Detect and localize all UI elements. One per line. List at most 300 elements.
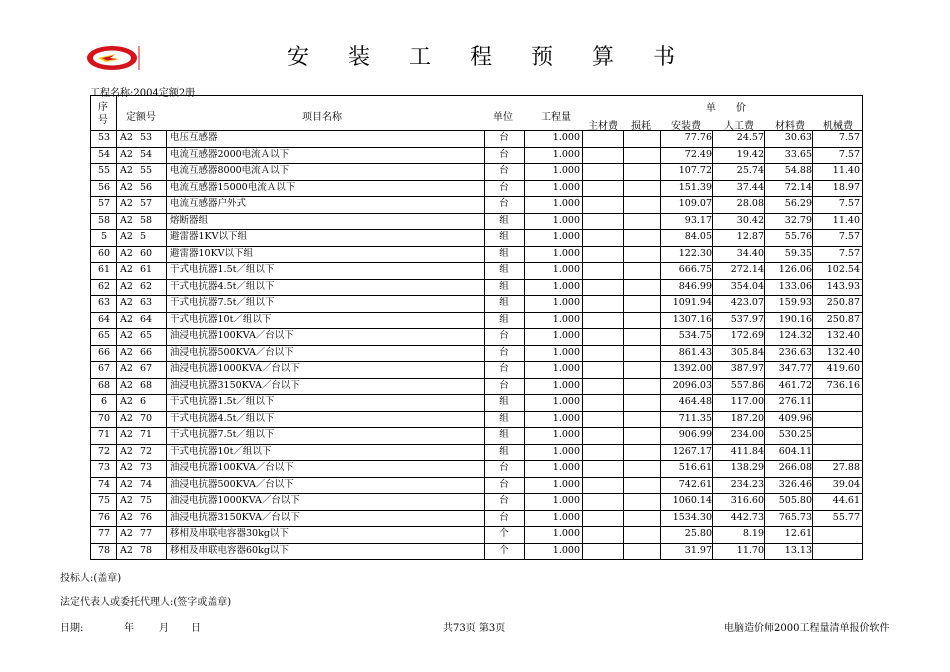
cell-install: 464.48: [678, 396, 712, 407]
table-row: [90, 295, 863, 312]
cell-install: 122.30: [678, 247, 712, 259]
cell-name: 油浸电抗器1000KVA／台以下: [170, 363, 300, 374]
table-row: [90, 460, 863, 477]
cell-name: 油浸电抗器100KVA／台以下: [170, 462, 294, 473]
cell-code-b: 78: [140, 544, 153, 556]
row-divider: [90, 394, 863, 395]
table-row: [90, 147, 863, 164]
row-divider: [90, 378, 863, 379]
header-seq: 序 号: [98, 102, 108, 126]
cell-code-b: 5: [140, 231, 147, 242]
cell-install: 93.17: [684, 214, 712, 226]
cell-material: 33.65: [784, 148, 812, 160]
cell-code-b: 72: [140, 445, 153, 457]
cell-machine: 132.40: [826, 346, 860, 358]
cell-install: 534.75: [678, 330, 712, 341]
cell-seq: 54: [97, 148, 111, 160]
cell-material: 59.35: [784, 247, 812, 259]
cell-seq: 72: [97, 445, 111, 457]
date-month: 月: [159, 623, 169, 634]
cell-seq: 60: [97, 247, 111, 259]
cell-name: 电流互感器8000电流Ａ以下: [170, 165, 290, 176]
cell-unit: 台: [499, 148, 509, 160]
row-divider: [90, 196, 863, 197]
cell-material: 133.06: [778, 280, 812, 292]
cell-qty: 1.000: [552, 247, 580, 259]
cell-seq: 58: [97, 214, 111, 226]
cell-labor: 28.08: [736, 198, 764, 209]
column-divider: [116, 95, 117, 560]
cell-material: 326.46: [778, 478, 812, 490]
cell-seq: 71: [97, 429, 111, 440]
cell-seq: 66: [97, 346, 111, 358]
cell-install: 1307.16: [672, 313, 712, 325]
cell-labor: 537.97: [730, 313, 764, 325]
cell-qty: 1.000: [552, 478, 580, 490]
cell-code-a: A2: [120, 511, 133, 523]
bidder-label: 投标人:(盖章): [60, 573, 122, 584]
cell-install: 711.35: [678, 412, 712, 424]
cell-labor: 34.40: [736, 247, 764, 259]
cell-seq: 74: [97, 478, 111, 490]
cell-labor: 442.73: [730, 511, 764, 523]
cell-code-a: A2: [120, 264, 133, 275]
cell-material: 30.63: [784, 132, 812, 143]
cell-machine: 736.16: [826, 379, 860, 391]
table-row: [90, 510, 863, 527]
cell-install: 666.75: [678, 264, 712, 275]
cell-labor: 117.00: [730, 396, 764, 407]
project-name: 工程名称:2004定额2册: [90, 88, 196, 99]
header-code: 定额号: [126, 112, 156, 123]
cell-labor: 8.19: [742, 528, 764, 539]
cell-qty: 1.000: [552, 528, 580, 539]
table-row: [90, 312, 863, 329]
cell-qty: 1.000: [552, 264, 580, 275]
cell-seq: 76: [97, 511, 111, 523]
cell-labor: 557.86: [730, 379, 764, 391]
cell-code-b: 55: [140, 165, 153, 176]
cell-labor: 316.60: [730, 495, 764, 506]
cell-name: 油浸电抗器3150KVA／台以下: [170, 379, 300, 391]
cell-install: 25.80: [684, 528, 712, 539]
table-row: [90, 180, 863, 197]
cell-unit: 台: [499, 363, 509, 374]
cell-qty: 1.000: [552, 429, 580, 440]
cell-name: 移相及串联电容器30kg以下: [170, 528, 289, 539]
row-divider: [90, 361, 863, 362]
cell-machine: 44.61: [832, 495, 860, 506]
representative-label: 法定代表人或委托代理人:(签字或盖章): [60, 597, 232, 608]
cell-code-b: 61: [140, 264, 153, 275]
cell-code-b: 62: [140, 280, 153, 292]
table-row: [90, 345, 863, 362]
cell-machine: 39.04: [832, 478, 860, 490]
cell-material: 530.25: [778, 429, 812, 440]
cell-unit: 组: [499, 313, 509, 325]
header-name: 项目名称: [302, 112, 342, 123]
column-divider: [582, 130, 583, 560]
cell-material: 159.93: [778, 297, 812, 308]
cell-code-a: A2: [120, 313, 133, 325]
date-year: 年: [124, 623, 134, 634]
row-divider: [90, 312, 863, 313]
header-install: 安装费: [671, 121, 701, 132]
table-row: [90, 130, 863, 147]
table-row: [90, 394, 863, 411]
cell-code-b: 76: [140, 511, 153, 523]
cell-code-a: A2: [120, 544, 133, 556]
cell-seq: 63: [97, 297, 111, 308]
cell-code-b: 67: [140, 363, 153, 374]
cell-qty: 1.000: [552, 330, 580, 341]
header-unit: 单位: [493, 112, 513, 123]
table-row: [90, 493, 863, 510]
cell-name: 油浸电抗器500KVA／台以下: [170, 478, 294, 490]
cell-labor: 24.57: [736, 132, 764, 143]
cell-code-b: 60: [140, 247, 153, 259]
cell-material: 461.72: [778, 379, 812, 391]
cell-material: 32.79: [784, 214, 812, 226]
table-row: [90, 279, 863, 296]
cell-labor: 25.74: [736, 165, 764, 176]
row-divider: [90, 345, 863, 346]
row-divider: [90, 543, 863, 544]
cell-code-b: 64: [140, 313, 153, 325]
cell-unit: 台: [499, 511, 509, 523]
cell-qty: 1.000: [552, 544, 580, 556]
cell-machine: 7.57: [838, 247, 860, 259]
cell-name: 电流互感器15000电流Ａ以下: [170, 181, 296, 193]
cell-machine: 132.40: [826, 330, 860, 341]
header-machine: 机械费: [823, 121, 853, 132]
cell-seq: 73: [97, 462, 111, 473]
cell-seq: 64: [97, 313, 111, 325]
row-divider: [90, 229, 863, 230]
column-divider: [660, 130, 661, 560]
table-row: [90, 229, 863, 246]
header-qty: 工程量: [541, 112, 571, 123]
cell-seq: 62: [97, 280, 111, 292]
header-material: 材料费: [775, 121, 805, 132]
cell-qty: 1.000: [552, 379, 580, 391]
row-divider: [90, 246, 863, 247]
cell-install: 84.05: [684, 231, 712, 242]
cell-install: 151.39: [678, 181, 712, 193]
cell-unit: 台: [499, 346, 509, 358]
cell-material: 54.88: [784, 165, 812, 176]
cell-machine: 7.57: [838, 198, 860, 209]
cell-code-a: A2: [120, 132, 133, 143]
cell-code-a: A2: [120, 280, 133, 292]
cell-unit: 个: [499, 528, 509, 539]
cell-seq: 65: [97, 330, 111, 341]
cell-material: 126.06: [778, 264, 812, 275]
row-divider: [90, 493, 863, 494]
row-divider: [90, 328, 863, 329]
cell-install: 516.61: [678, 462, 712, 473]
cell-machine: 102.54: [826, 264, 860, 275]
cell-machine: 7.57: [838, 231, 860, 242]
cell-name: 熔断器组: [170, 214, 209, 226]
cell-code-a: A2: [120, 247, 133, 259]
table-row: [90, 196, 863, 213]
row-divider: [90, 262, 863, 263]
cell-name: 油浸电抗器3150KVA／台以下: [170, 511, 300, 523]
cell-unit: 台: [499, 478, 509, 490]
cell-machine: 11.40: [832, 214, 860, 226]
cell-install: 1267.17: [672, 445, 712, 457]
cell-code-b: 54: [140, 148, 153, 160]
cell-install: 31.97: [684, 544, 712, 556]
cell-name: 电流互感器2000电流Ａ以下: [170, 148, 290, 160]
cell-name: 避雷器1KV以下组: [170, 231, 248, 242]
cell-material: 276.11: [778, 396, 812, 407]
cell-install: 742.61: [678, 478, 712, 490]
cell-install: 72.49: [684, 148, 712, 160]
cell-code-b: 77: [140, 528, 153, 539]
cell-install: 1091.94: [672, 297, 712, 308]
cell-name: 干式电抗器7.5t／组以下: [170, 297, 275, 308]
cell-install: 107.72: [678, 165, 712, 176]
cell-machine: 27.88: [832, 462, 860, 473]
cell-unit: 组: [499, 445, 509, 457]
cell-machine: 55.77: [832, 511, 860, 523]
page-title: 安 装 工 程 预 算 书: [287, 45, 691, 70]
cell-code-a: A2: [120, 148, 133, 160]
cell-install: 2096.03: [672, 379, 712, 391]
cell-install: 77.76: [684, 132, 712, 143]
cell-code-a: A2: [120, 181, 133, 193]
table-row: [90, 163, 863, 180]
cell-qty: 1.000: [552, 132, 580, 143]
cell-name: 避雷器10KV以下组: [170, 247, 254, 259]
cell-seq: 61: [97, 264, 111, 275]
cell-code-a: A2: [120, 462, 133, 473]
cell-qty: 1.000: [552, 396, 580, 407]
cell-unit: 组: [499, 429, 509, 440]
cell-material: 409.96: [778, 412, 812, 424]
cell-qty: 1.000: [552, 363, 580, 374]
cell-unit: 组: [499, 396, 509, 407]
table-row: [90, 543, 863, 560]
table-row: [90, 477, 863, 494]
cell-labor: 172.69: [730, 330, 764, 341]
cell-unit: 组: [499, 280, 509, 292]
row-divider: [90, 444, 863, 445]
cell-material: 765.73: [778, 511, 812, 523]
cell-name: 干式电抗器4.5t／组以下: [170, 412, 275, 424]
cell-unit: 组: [499, 412, 509, 424]
cell-name: 油浸电抗器1000KVA／台以下: [170, 495, 300, 506]
cell-code-b: 63: [140, 297, 153, 308]
cell-material: 347.77: [778, 363, 812, 374]
cell-code-b: 68: [140, 379, 153, 391]
cell-code-a: A2: [120, 346, 133, 358]
cell-machine: 419.60: [826, 363, 860, 374]
cell-code-a: A2: [120, 330, 133, 341]
cell-qty: 1.000: [552, 346, 580, 358]
cell-code-b: 6: [140, 396, 147, 407]
cell-unit: 台: [499, 379, 509, 391]
cell-qty: 1.000: [552, 462, 580, 473]
cell-machine: 250.87: [826, 313, 860, 325]
cell-qty: 1.000: [552, 231, 580, 242]
cell-machine: 143.93: [826, 280, 860, 292]
cell-code-a: A2: [120, 412, 133, 424]
cell-install: 861.43: [678, 346, 712, 358]
table-row: [90, 526, 863, 543]
cell-qty: 1.000: [552, 297, 580, 308]
cell-material: 190.16: [778, 313, 812, 325]
cell-labor: 187.20: [730, 412, 764, 424]
cell-install: 1392.00: [672, 363, 712, 374]
cell-qty: 1.000: [552, 181, 580, 193]
cell-seq: 5: [100, 231, 108, 242]
cell-unit: 组: [499, 264, 509, 275]
cell-qty: 1.000: [552, 198, 580, 209]
table-row: [90, 427, 863, 444]
cell-name: 油浸电抗器500KVA／台以下: [170, 346, 294, 358]
row-divider: [90, 460, 863, 461]
header-labor: 人工费: [724, 121, 754, 132]
cell-name: 干式电抗器10t／组以下: [170, 313, 272, 325]
cell-code-a: A2: [120, 165, 133, 176]
cell-unit: 台: [499, 181, 509, 193]
cell-code-a: A2: [120, 445, 133, 457]
cell-name: 电压互感器: [170, 132, 218, 143]
cell-name: 干式电抗器7.5t／组以下: [170, 429, 275, 440]
cell-name: 干式电抗器10t／组以下: [170, 445, 272, 457]
cell-code-b: 71: [140, 429, 153, 440]
column-divider: [166, 130, 167, 560]
cell-labor: 234.00: [730, 429, 764, 440]
cell-code-b: 56: [140, 181, 153, 193]
column-divider: [484, 130, 485, 560]
cell-name: 移相及串联电容器60kg以下: [170, 544, 289, 556]
cell-code-a: A2: [120, 231, 133, 242]
cell-unit: 台: [499, 462, 509, 473]
cell-material: 13.13: [784, 544, 812, 556]
cell-material: 72.14: [784, 181, 812, 193]
cell-material: 604.11: [778, 445, 812, 457]
cell-code-b: 66: [140, 346, 153, 358]
cell-code-a: A2: [120, 214, 133, 226]
table-row: [90, 378, 863, 395]
cell-seq: 67: [97, 363, 111, 374]
row-divider: [90, 295, 863, 296]
cell-material: 12.61: [784, 528, 812, 539]
cell-material: 56.29: [784, 198, 812, 209]
cell-labor: 37.44: [736, 181, 764, 193]
cell-material: 236.63: [778, 346, 812, 358]
cell-code-b: 57: [140, 198, 153, 209]
cell-labor: 138.29: [730, 462, 764, 473]
cell-labor: 387.97: [730, 363, 764, 374]
column-divider: [812, 130, 813, 560]
cell-code-a: A2: [120, 396, 133, 407]
cell-qty: 1.000: [552, 214, 580, 226]
row-divider: [90, 510, 863, 511]
cell-seq: 78: [97, 544, 111, 556]
cell-code-b: 73: [140, 462, 153, 473]
cell-install: 846.99: [678, 280, 712, 292]
cell-qty: 1.000: [552, 495, 580, 506]
cell-qty: 1.000: [552, 148, 580, 160]
cell-unit: 组: [499, 247, 509, 259]
cell-code-a: A2: [120, 363, 133, 374]
cell-install: 906.99: [678, 429, 712, 440]
cell-labor: 12.87: [736, 231, 764, 242]
header-unit-price: 单 价: [706, 103, 746, 114]
table-row: [90, 213, 863, 230]
cell-seq: 55: [97, 165, 111, 176]
cell-labor: 19.42: [736, 148, 764, 160]
cell-machine: 250.87: [826, 297, 860, 308]
cell-labor: 305.84: [730, 346, 764, 358]
column-divider: [524, 130, 525, 560]
cell-unit: 个: [499, 544, 509, 556]
cell-code-a: A2: [120, 198, 133, 209]
cell-code-a: A2: [120, 495, 133, 506]
cell-labor: 411.84: [730, 445, 764, 457]
budget-table: [90, 95, 863, 560]
row-divider: [90, 411, 863, 412]
cell-seq: 6: [100, 396, 108, 407]
cell-unit: 台: [499, 495, 509, 506]
cell-qty: 1.000: [552, 165, 580, 176]
table-row: [90, 328, 863, 345]
cell-code-a: A2: [120, 379, 133, 391]
cell-seq: 53: [97, 132, 111, 143]
cell-material: 505.80: [778, 495, 812, 506]
cell-install: 1534.30: [672, 511, 712, 523]
cell-labor: 423.07: [730, 297, 764, 308]
cell-code-b: 75: [140, 495, 153, 506]
cell-name: 干式电抗器1.5t／组以下: [170, 264, 275, 275]
cell-code-b: 65: [140, 330, 153, 341]
cell-labor: 234.23: [730, 478, 764, 490]
cell-unit: 组: [499, 297, 509, 308]
row-divider: [90, 477, 863, 478]
header-loss: 损耗: [631, 121, 651, 132]
table-row: [90, 411, 863, 428]
cell-code-a: A2: [120, 429, 133, 440]
cell-name: 电流互感器户外式: [170, 198, 247, 209]
header-divider: [90, 130, 863, 131]
cell-name: 干式电抗器4.5t／组以下: [170, 280, 275, 292]
cell-unit: 台: [499, 330, 509, 341]
cell-code-a: A2: [120, 297, 133, 308]
cell-machine: 7.57: [838, 148, 860, 160]
cell-name: 干式电抗器1.5t／组以下: [170, 396, 275, 407]
cell-qty: 1.000: [552, 280, 580, 292]
cell-code-b: 58: [140, 214, 153, 226]
cell-seq: 75: [97, 495, 111, 506]
cell-seq: 77: [97, 528, 111, 539]
row-divider: [90, 279, 863, 280]
row-divider: [90, 147, 863, 148]
cell-unit: 台: [499, 165, 509, 176]
cell-seq: 70: [97, 412, 111, 424]
cell-material: 266.08: [778, 462, 812, 473]
cell-machine: 18.97: [832, 181, 860, 193]
row-divider: [90, 163, 863, 164]
row-divider: [90, 180, 863, 181]
cell-code-b: 70: [140, 412, 153, 424]
cell-name: 油浸电抗器100KVA／台以下: [170, 330, 294, 341]
header-main-material: 主材费: [588, 121, 618, 132]
